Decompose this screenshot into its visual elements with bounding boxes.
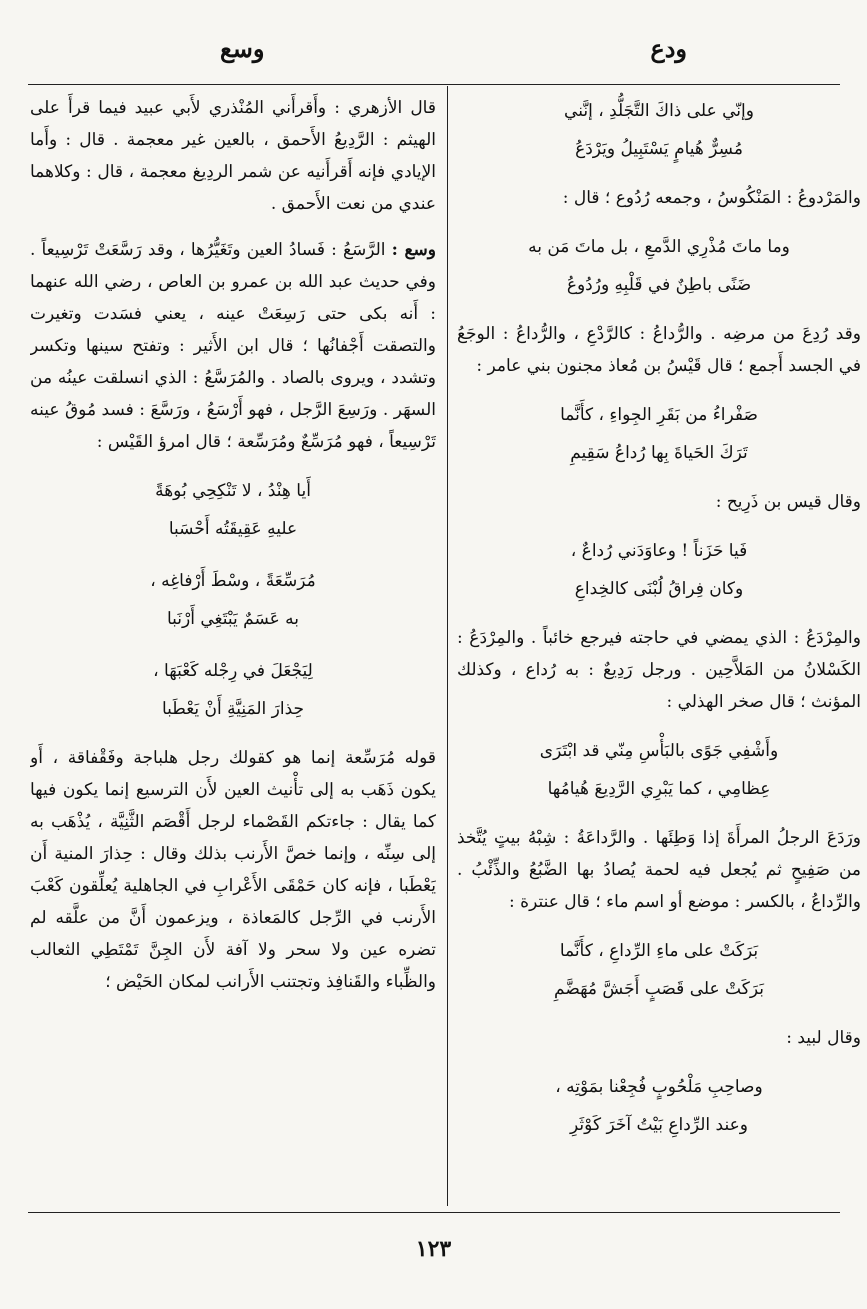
verse-line: وصاحِبِ مَلْحُوبٍ فُجِعْنا بمَوْتِه ، — [555, 1077, 763, 1097]
verse-line: أَيا هِنْدُ ، لا تَنْكِحِي بُوهَةً — [155, 481, 311, 501]
verse — [457, 228, 861, 304]
verse — [457, 396, 861, 472]
verse-line: تَرَكَ الحَياةَ بِها رُداعُ سَقِيمِ — [570, 443, 748, 463]
verse — [457, 92, 861, 168]
verse — [457, 1068, 861, 1144]
paragraph: والمِرْدَعُ : الذي يمضي في حاجته فيرجع خائباً . والمِرْدَعُ : الكَسْلانُ من المَلاَّحِين . ورجل رَدِيعٌ : به رُداع ، وكذلك المؤنث ؛ قال صخر الهذلي : — [457, 628, 861, 712]
left-headword: وسع — [220, 34, 265, 63]
verse-line: وإنّي على ذاكَ التَّجَلُّدِ ، إنَّني — [564, 101, 754, 121]
paragraph: قوله مُرَسِّعة إنما هو كقولك رجل هلباجة وفَقْفاقة ، أَو يكون ذَهَب به إلى تأْنيث العين لأَن الترسيع إنما يكون فيها كما يقال : جاءتكم القَصْماء لرجل أَقْصَم الثَّنِيَّة ، يُذْهَب به إلى سِنِّه ، وإنما خصَّ الأَرنب بذلك وقال : حِذارَ المنية أَن يَعْطَبا ، فإنه كان حَمْقَى الأَعْرابِ في الجاهلية يُعلِّقون كَعْبَ الأَرنب في الرِّجل كالمَعاذة ، ويزعمون أَنَّ من علَّقه لم تضره عين ولا سحر ولا آفة لأَن الجِنَّ تَمْتَطِي الثعالب والظِّباء والقَنافِذ وتجتنب الأَرانب لمكان الحَيْض ؛ — [30, 748, 436, 992]
right-headword: ودع — [650, 34, 687, 63]
verse — [457, 932, 861, 1008]
verse-line: صَفْراءُ من بَقَرِ الجِواءِ ، كأَنَّما — [560, 405, 758, 425]
verse-line: حِذارَ المَنِيَّةِ أَنْ يَعْطَبا — [161, 699, 305, 719]
entry-headword: وسع : — [391, 240, 436, 260]
entry-text: الرَّسَعُ : فَسادُ العين وتَغَيُّرُها ، وقد رَسَّعَتْ تَرْسِيعاً . وفي حديث عبد الله بن عمرو بن العاص ، رضي الله عنهما : أَنه بكى حتى رَسِعَتْ عينه ، يعني فسَدت وتغيرت والتصقت أَجْفانُها ؛ قال ابن الأَثير : وتفتح سينها وتكسر وتشدد ، ويروى بالصاد . والمُرَسَّعُ : الذي انسلقت عينُه من السهَر . ورَسِعَ الرَّجل ، فهو أَرْسَعُ ، ورَسَّعَ : فسد مُوقُ عينه تَرْسِيعاً ، فهو مُرَسِّعٌ ومُرَسِّعة ؛ قال امرؤ القَيْس : — [30, 240, 436, 452]
verse-line: عليهِ عَقِيقَتُه أَحْسَبا — [168, 519, 298, 539]
verse-line: ضَنًى باطِنٌ في قَلْبِهِ ورُدُوعُ — [566, 275, 752, 295]
paragraph: وقد رُدِعَ من مرضِه . والرُّداعُ : كالرَّدْعِ ، والرُّداعُ : الوجَعُ في الجسد أَجمع ؛ قال قَيْسُ بن مُعاذ مجنون بني عامر : — [457, 324, 861, 376]
entry-paragraph — [30, 234, 436, 458]
paragraph: ورَدَعَ الرجلُ المرأَةَ إذا وَطِئَها . والرَّداعَةُ : شِبْهُ بيتٍ يُتَّخذ من صَفِيحٍ ثم يُجعل فيه لحمة يُصادُ بها الضَّبُعُ والذِّئْبُ . والرِّداعُ ، بالكسر : موضع أو اسم ماء ؛ قال عنترة : — [457, 828, 861, 912]
verse-line: وما ماتَ مُذْرِي الدَّمعِ ، بل ماتَ مَن به — [528, 237, 790, 257]
verse-line: بَرَكَتْ على ماءِ الرِّداعِ ، كأَنَّما — [559, 941, 759, 961]
verse-line: وكان فِراقُ لُبْنَى كالخِداعِ — [574, 579, 744, 599]
paragraph: وقال قيس بن ذَرِيح : — [715, 492, 861, 512]
page-header — [30, 34, 837, 80]
verse — [30, 652, 436, 728]
verse — [457, 732, 861, 808]
verse-line: به عَسَمٌ يَبْتَغِي أَرْنَبا — [166, 609, 299, 629]
page-number: ١٢٣ — [415, 1236, 452, 1262]
verse — [30, 562, 436, 638]
verse-line: لِيَجْعَلَ في رِجْله كَعْبَهَا ، — [153, 661, 313, 681]
verse-line: مُرَسِّعَةً ، وسْطَ أَرْفاغِه ، — [150, 571, 316, 591]
paragraph: وقال لبيد : — [786, 1028, 861, 1048]
header-rule — [28, 84, 840, 85]
paragraph: قال الأزهري : وأَقرأَني المُنْذري لأَبي عبيد فيما قرأَ على الهيثم : الرَّدِيعُ الأَحمق ، بالعين غير معجمة . قال : وأَما الإيادي فإنه أَقرأَنيه عن شمر الردِيغ معجمة ، قال : وكلاهما عندي من نعت الأَحمق . — [30, 98, 436, 214]
paragraph: والمَرْدوعُ : المَنْكُوسُ ، وجمعه رُدُوع ؛ قال : — [562, 188, 861, 208]
column-divider — [447, 86, 448, 1206]
verse — [30, 472, 436, 548]
verse-line: مُسِرٌّ هُيامٍ يَسْتَبِيلُ ويَرْدَعُ — [575, 139, 743, 159]
footer-rule — [28, 1212, 840, 1213]
verse-line: وأَشْفِي جَوًى بالبَأْسِ مِنّي قد ابْتَرَى — [539, 741, 779, 761]
verse-line: وعند الرِّداعِ بَيْتُ آخَرَ كَوْثَرِ — [570, 1115, 748, 1135]
left-column — [30, 92, 436, 1202]
verse-line: عِظامِي ، كما يَبْرِي الرَّدِيعَ هُيامُها — [547, 779, 771, 799]
verse-line: فَيا حَزَناً ! وعاوَدَني رُداعٌ ، — [570, 541, 748, 561]
verse — [457, 532, 861, 608]
verse-line: بَرَكَتْ على قَصَبٍ أَجَشَّ مُهَضَّمِ — [554, 979, 764, 999]
right-column — [457, 92, 861, 1202]
